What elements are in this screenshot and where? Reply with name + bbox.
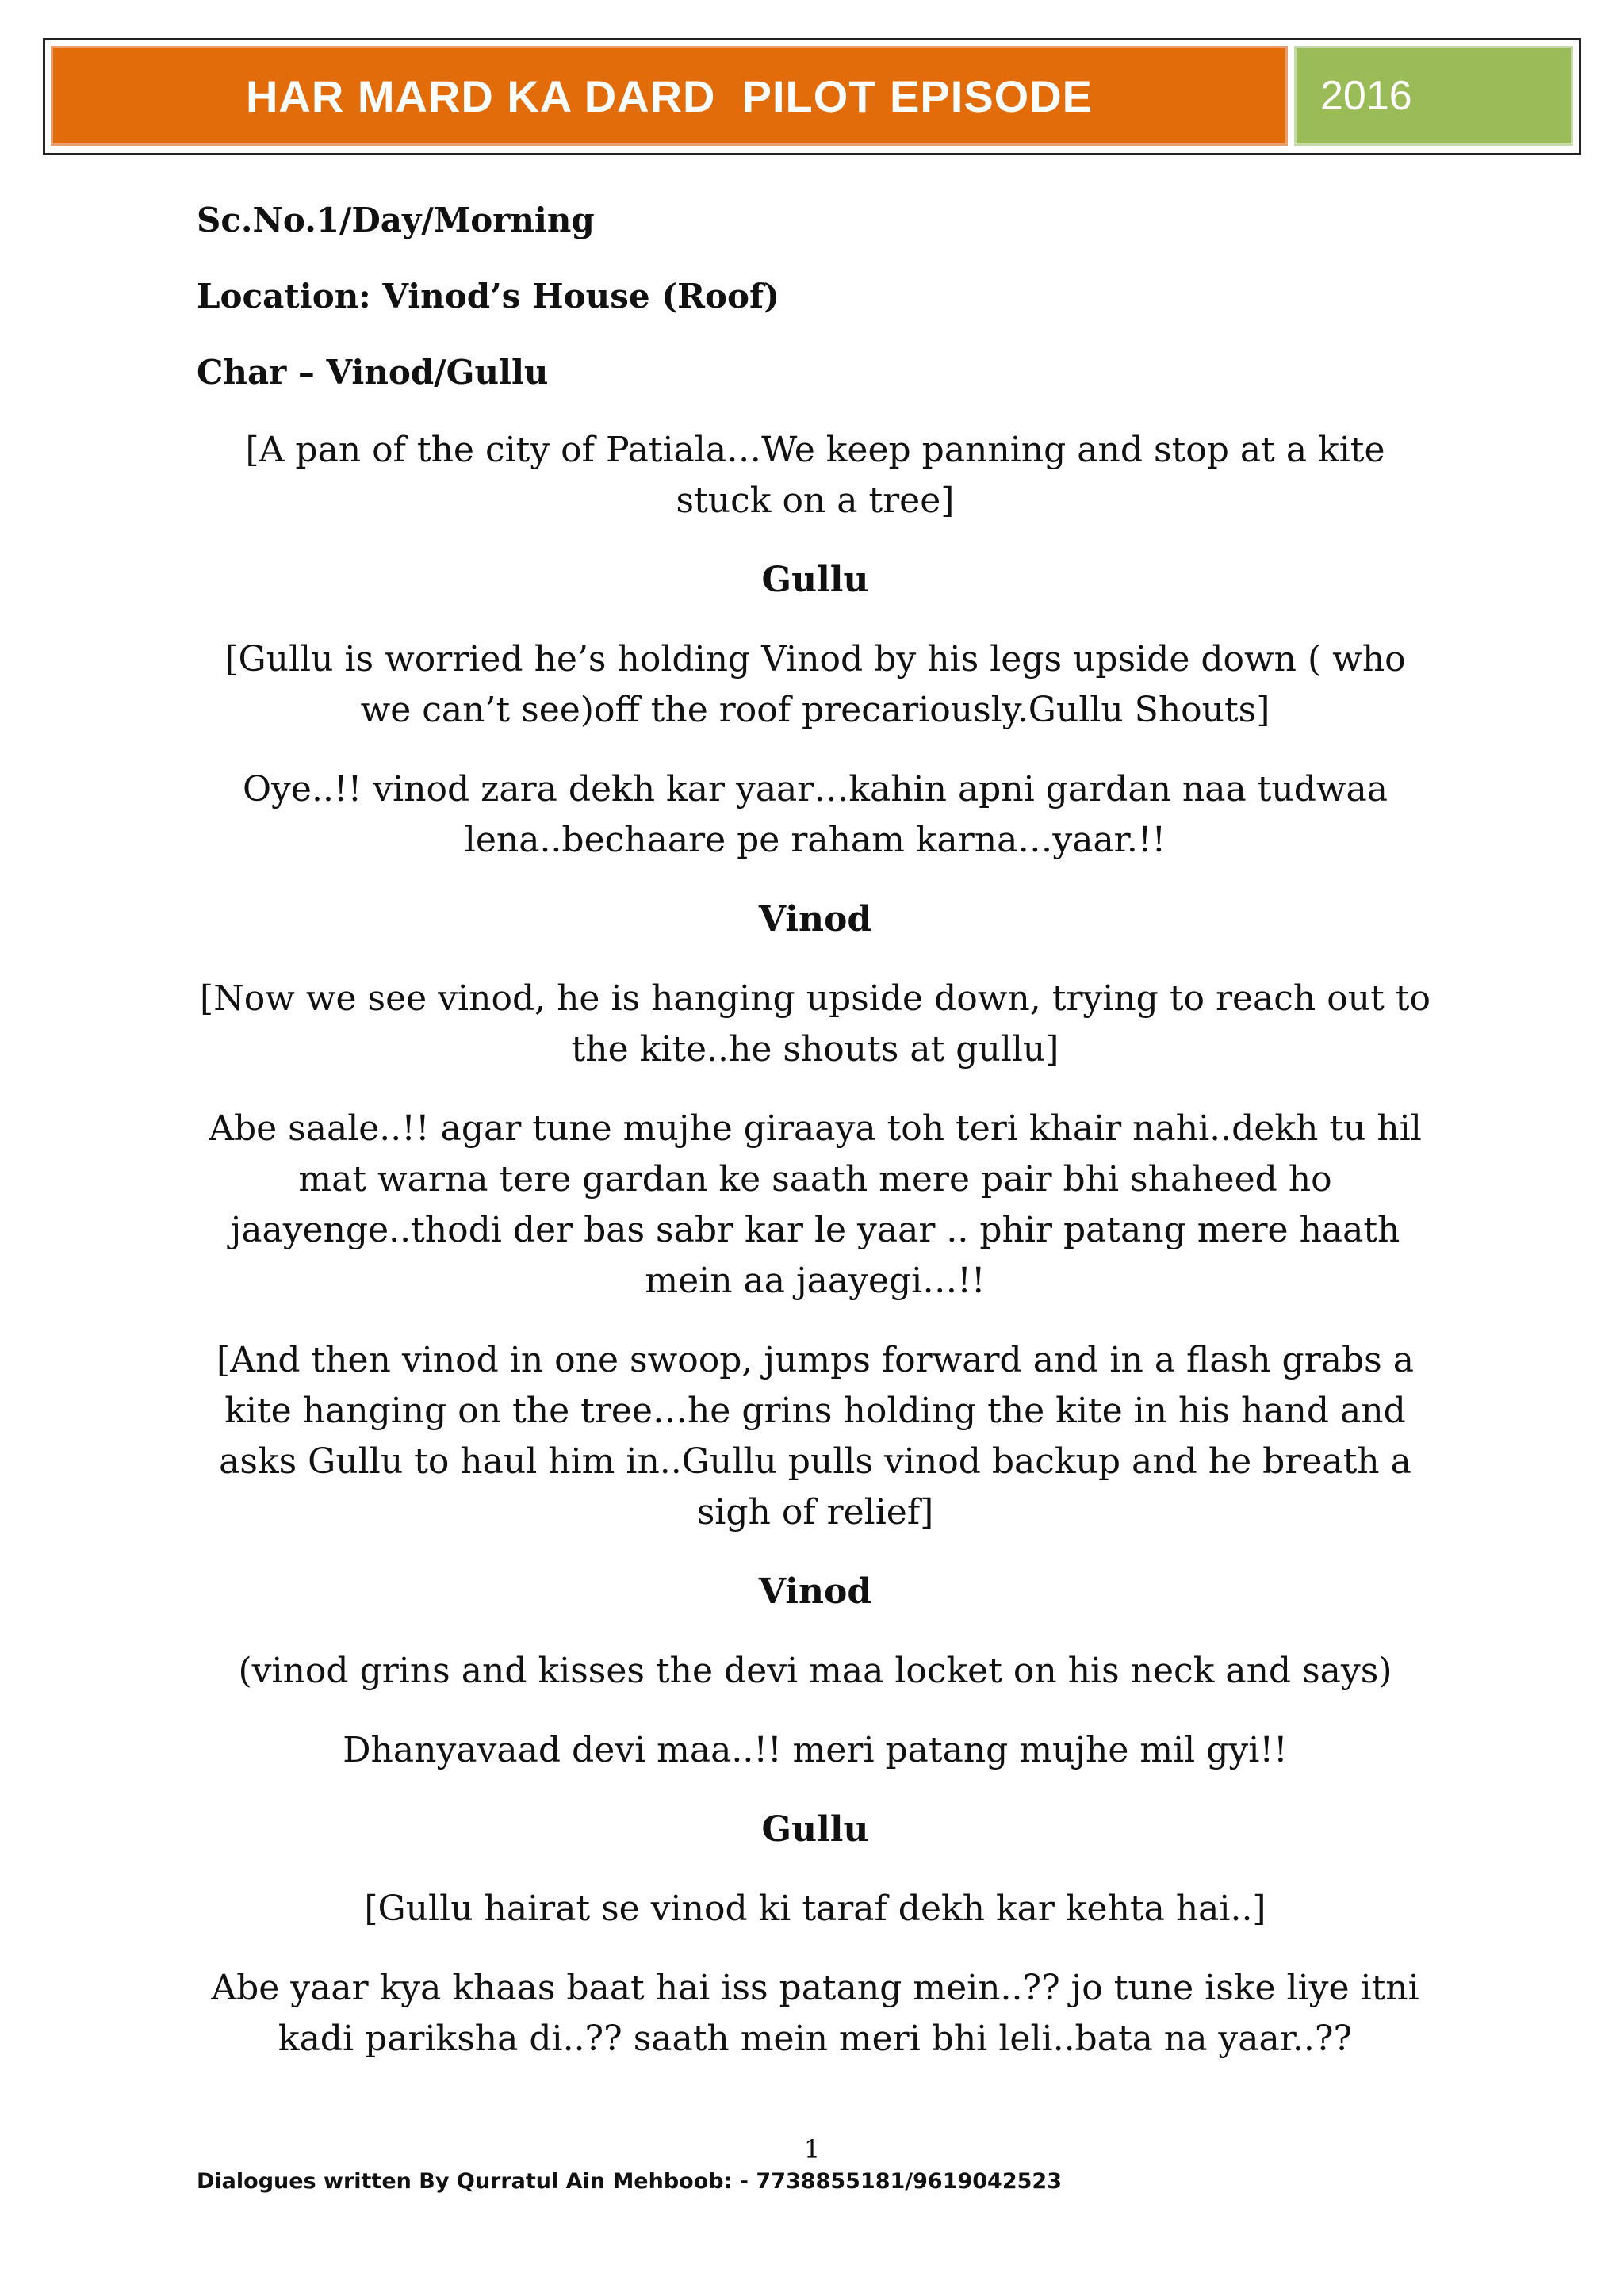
action-text: (vinod grins and kisses the devi maa locket on his neck and says) [238, 1651, 1392, 1691]
dialogue-text: Dhanyavaad devi maa..!! meri patang mujhe mil gyi!! [343, 1730, 1288, 1770]
scene-number: Sc.No.1/Day/Morning [197, 201, 595, 239]
action-text: [Gullu hairat se vinod ki taraf dekh kar kehta hai..] [364, 1888, 1266, 1929]
header-title-box [51, 46, 1288, 146]
dialogue-text: Abe saale..!! agar tune mujhe giraaya toh teri khair nahi..dekh tu hil mat warna tere gardan ke saath mere pair bhi shaheed ho jaayenge..thodi der bas sabr kar le yaar .. phir patang mere haath mein aa jaayegi…!! [209, 1108, 1422, 1301]
document-title: HAR MARD KA DARD PILOT EPISODE [245, 71, 1094, 121]
action-text: [Now we see vinod, he is hanging upside down, trying to reach out to the kite..he shouts at gullu] [200, 978, 1431, 1070]
page-number: 1 [803, 2134, 821, 2164]
document-year: 2016 [1320, 73, 1412, 119]
character-name: Gullu [761, 1809, 869, 1850]
action-text: [A pan of the city of Patiala…We keep panning and stop at a kite stuck on a tree] [245, 430, 1385, 521]
footer-credit: Dialogues written By Qurratul Ain Mehboob: - 7738855181/9619042523 [197, 2169, 1062, 2194]
character-name: Vinod [758, 899, 872, 939]
dialogue-text: Oye..!! vinod zara dekh kar yaar…kahin apni gardan naa tudwaa lena..bechaare pe raham karna…yaar.!! [242, 769, 1388, 860]
character-name: Gullu [761, 560, 869, 600]
header-year-box [1294, 46, 1573, 146]
character-name: Vinod [758, 1571, 872, 1612]
script-body [197, 197, 1434, 2093]
action-text: [Gullu is worried he’s holding Vinod by his legs upside down ( who we can’t see)off the roof precariously.Gullu Shouts] [224, 639, 1406, 730]
scene-location: Location: Vinod’s House (Roof) [197, 277, 779, 316]
action-text: [And then vinod in one swoop, jumps forward and in a flash grabs a kite hanging on the tree…he grins holding the kite in his hand and asks Gullu to haul him in..Gullu pulls vinod backup and he breath a sigh of relief] [216, 1340, 1414, 1533]
scene-characters: Char – Vinod/Gullu [197, 353, 549, 392]
dialogue-text: Abe yaar kya khaas baat hai iss patang mein..?? jo tune iske liye itni kadi pariksha di..?? saath mein meri bhi leli..bata na yaar..?? [211, 1968, 1419, 2059]
